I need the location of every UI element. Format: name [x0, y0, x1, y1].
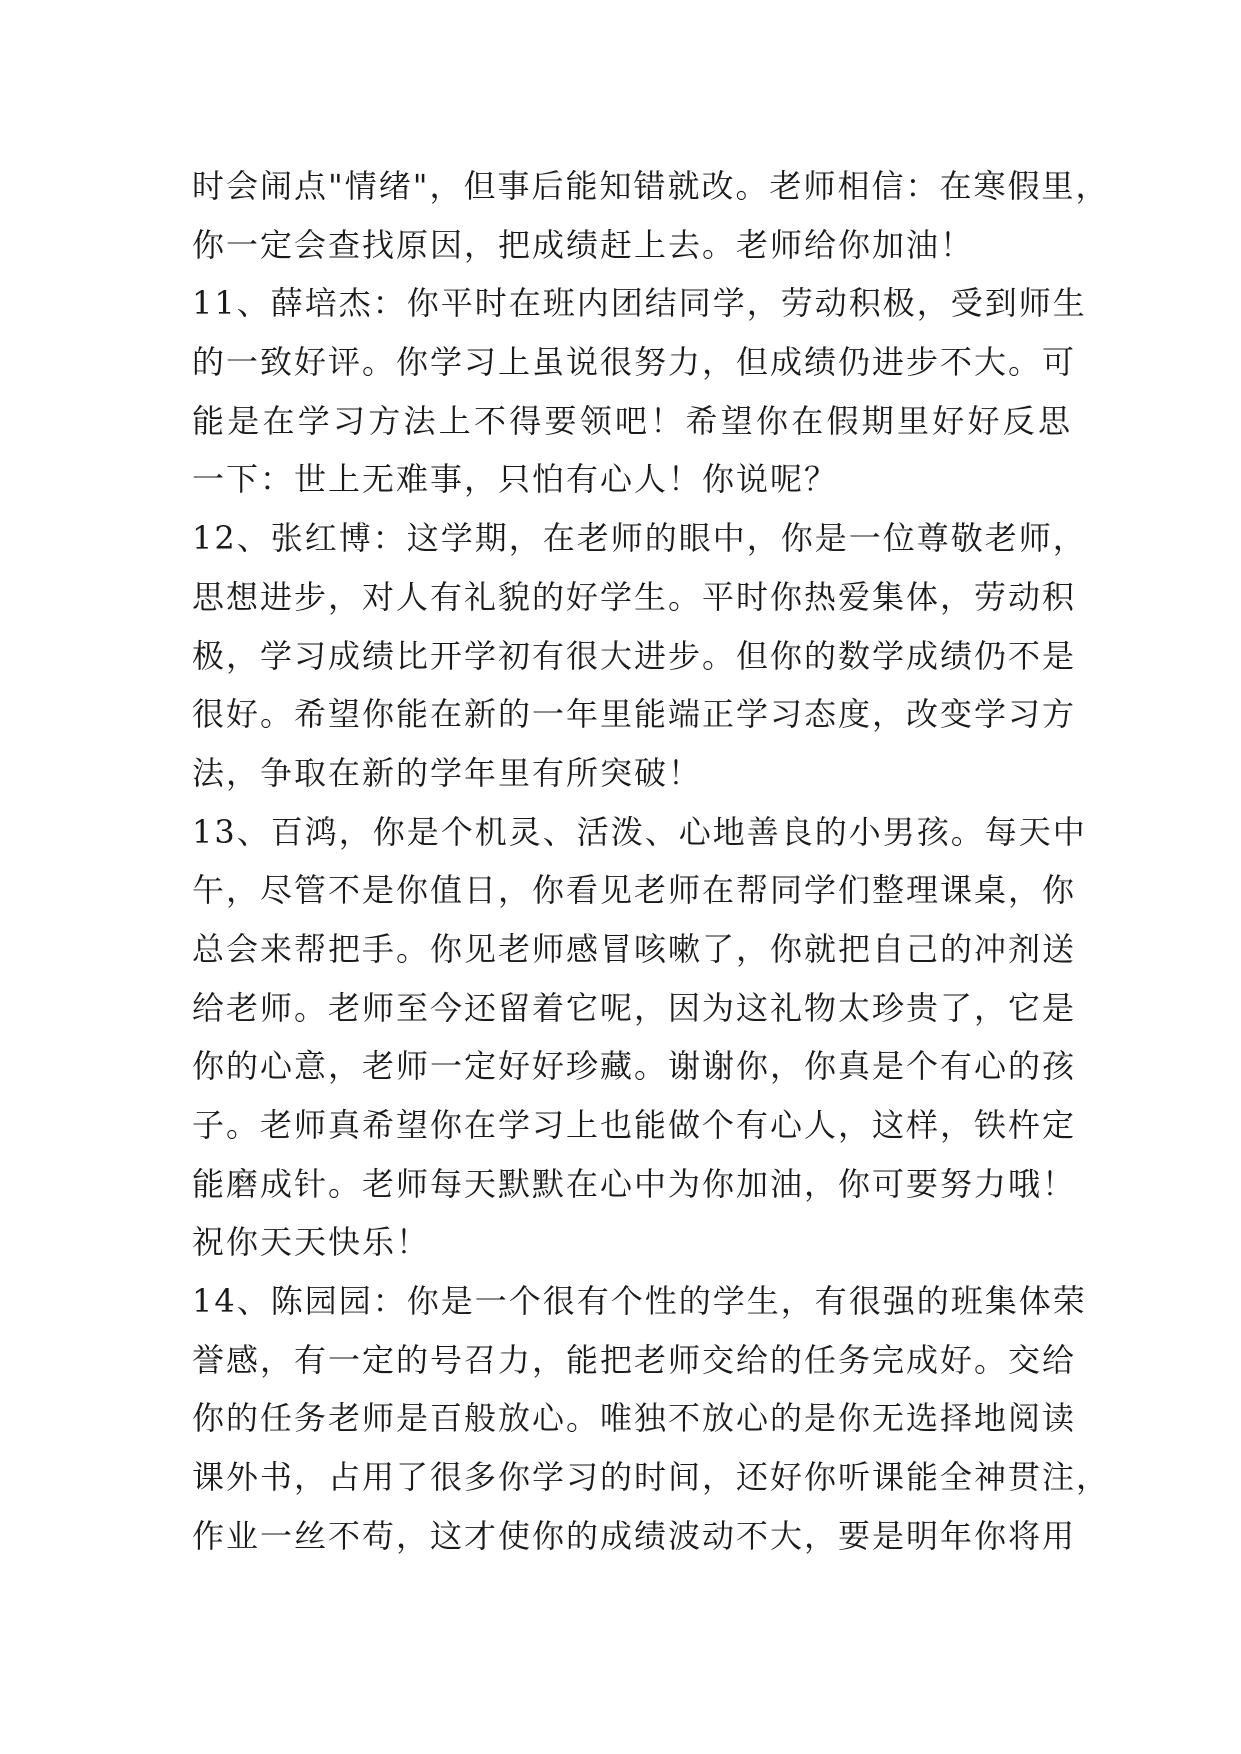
text-line: 的一致好评。你学习上虽说很努力，但成绩仍进步不大。可 [192, 343, 1077, 382]
text-line: 12、张红博：这学期，在老师的眼中，你是一位尊敬老师， [192, 519, 1087, 558]
document-body [192, 157, 1111, 1566]
text-line: 一下：世上无难事，只怕有心人！你说呢？ [192, 460, 839, 499]
text-line: 你的任务老师是百般放心。唯独不放心的是你无选择地阅读 [192, 1399, 1077, 1438]
text-line: 课外书，占用了很多你学习的时间，还好你听课能全神贯注， [192, 1458, 1111, 1497]
text-line: 极，学习成绩比开学初有很大进步。但你的数学成绩仍不是 [192, 636, 1077, 675]
text-line: 给老师。老师至今还留着它呢，因为这礼物太珍贵了，它是 [192, 988, 1077, 1027]
text-line: 法，争取在新的学年里有所突破！ [192, 753, 703, 792]
text-line: 14、陈园园：你是一个很有个性的学生，有很强的班集体荣 [192, 1282, 1087, 1321]
text-line: 誉感，有一定的号召力，能把老师交给的任务完成好。交给 [192, 1340, 1077, 1379]
text-line: 总会来帮把手。你见老师感冒咳嗽了，你就把自己的冲剂送 [192, 929, 1077, 968]
text-line: 祝你天天快乐！ [192, 1223, 431, 1262]
text-line: 时会闹点"情绪"，但事后能知错就改。老师相信：在寒假里， [192, 167, 1110, 205]
text-line: 作业一丝不苟，这才使你的成绩波动不大，要是明年你将用 [192, 1516, 1077, 1555]
text-line: 13、百鸿，你是个机灵、活泼、心地善良的小男孩。每天中 [192, 812, 1087, 851]
text-line: 午，尽管不是你值日，你看见老师在帮同学们整理课桌，你 [192, 871, 1077, 910]
text-line: 子。老师真希望你在学习上也能做个有心人，这样，铁杵定 [192, 1106, 1077, 1144]
text-line: 很好。希望你能在新的一年里能端正学习态度，改变学习方 [192, 695, 1077, 734]
text-line: 11、薛培杰：你平时在班内团结同学，劳动积极，受到师生 [192, 284, 1087, 323]
text-line: 你一定会查找原因，把成绩赶上去。老师给你加油！ [192, 225, 975, 264]
text-line: 能是在学习方法上不得要领吧！希望你在假期里好好反思 [192, 401, 1072, 440]
text-line: 能磨成针。老师每天默默在心中为你加油，你可要努力哦！ [192, 1164, 1077, 1203]
text-line: 你的心意，老师一定好好珍藏。谢谢你，你真是个有心的孩 [192, 1047, 1077, 1086]
text-line: 思想进步，对人有礼貌的好学生。平时你热爱集体，劳动积 [192, 577, 1077, 616]
